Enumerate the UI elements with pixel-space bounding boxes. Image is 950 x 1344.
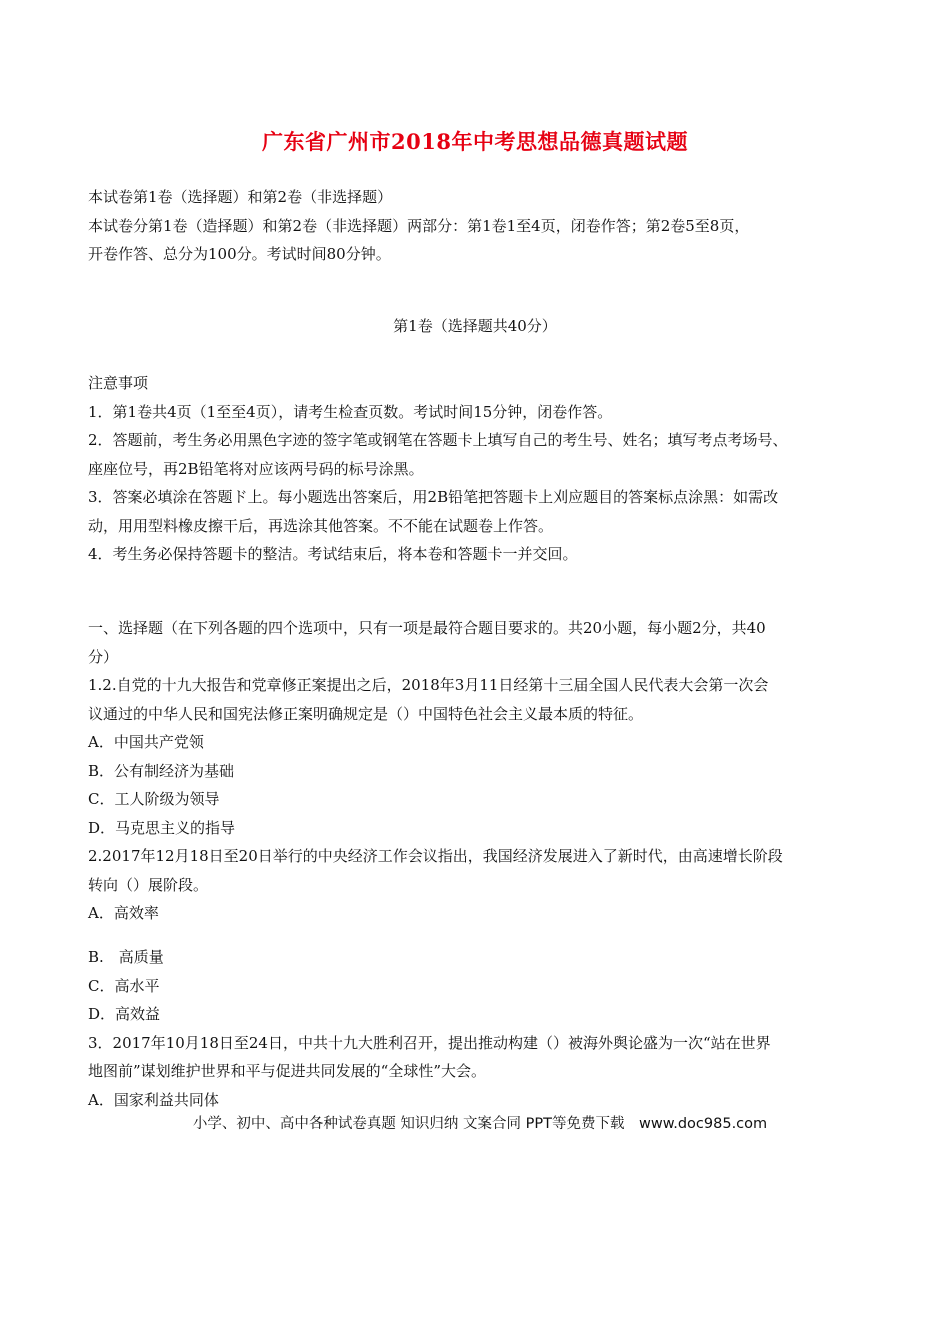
note-line: 座座位号，再2B铅笔将对应该两号码的标号涂黑。: [88, 459, 424, 478]
intro-line: 本试卷分第1卷（造择题）和第2卷（非选择题）两部分：第1卷1至4页，闭卷作答；第2卷5至8页，: [88, 216, 750, 235]
part-instruction: 分）: [88, 647, 119, 666]
page-footer: 小学、初中、高中各种试卷真题 知识归纳 文案合同 PPT等免费下载 www.doc985.com: [192, 1116, 768, 1132]
questions-block-2: [88, 943, 868, 1114]
question-stem: 转向（）展阶段。: [88, 875, 209, 894]
notes-block: [88, 369, 868, 569]
note-line: 4．考生务必保持答题卡的整洁。考试结束后，将本卷和答题卡一并交回。: [88, 545, 578, 563]
option: B. 高质量: [88, 948, 164, 966]
option: A．高效率: [88, 904, 159, 922]
note-line: 3．答案必填涂在答题ド上。每小题选出答案后，用2B铅笔把答题卡上刈应题目的答案标点涂黑：如需改: [88, 488, 779, 506]
question-stem: 1.2.自党的十九大报告和党章修正案提出之后，2018年3月11日经第十三届全国人民代表大会第一次会: [88, 676, 769, 694]
document-title: 广东省广州市2018年中考思想品德真题试题: [262, 129, 688, 154]
question-stem: 2.2017年12月18日至20日举行的中央经济工作会议指出，我国经济发展进入了新时代，由高速增长阶段: [88, 847, 783, 865]
option: C．工人阶级为领导: [88, 790, 220, 808]
intro-line: 开卷作答、总分为100分。考试时间80分钟。: [88, 245, 391, 263]
note-line: 动，用用型料橡皮擦干后，再选涂其他答案。不不能在试题卷上作答。: [88, 516, 554, 535]
note-line: 1．第1卷共4页（1至至4页），请考生检查页数。考试时间15分钟，闭卷作答。: [88, 402, 613, 421]
part-instruction: 一、选择题（在下列各题的四个选项中，只有一项是最符合题目要求的。共20小题，每小题2分，共40: [88, 619, 766, 637]
notes-heading: 注意事项: [88, 374, 149, 392]
section-heading: 第1卷（选择题共40分）: [393, 317, 557, 335]
option: D．马克思主义的指导: [88, 818, 236, 837]
question-stem: 3．2017年10月18日至24日，中共十九大胜利召开，提出推动构建（）被海外舆论盛为一次“站在世界: [88, 1033, 771, 1052]
question-stem: 地图前”谋划维护世界和平与促进共同发展的“全球性”大会。: [88, 1062, 487, 1080]
option: B．公有制经济为基础: [88, 761, 235, 780]
option: D．高效益: [88, 1005, 161, 1023]
option: A．国家利益共同体: [88, 1090, 219, 1109]
note-line: 2．答题前，考生务必用黑色字迹的签字笔或钢笔在答题卡上填写自己的考生号、姓名；填写考点考场号、: [88, 431, 788, 449]
questions-block-1: [88, 614, 868, 928]
question-stem: 议通过的中华人民和国宪法修正案明确规定是（）中国特色社会主义最本质的特征。: [88, 704, 644, 723]
option: A．中国共产党领: [88, 733, 204, 751]
option: C．高水平: [88, 976, 160, 995]
intro-line: 本试卷第1卷（选择题）和第2卷（非选择题）: [88, 188, 393, 206]
intro-block: [88, 183, 868, 269]
